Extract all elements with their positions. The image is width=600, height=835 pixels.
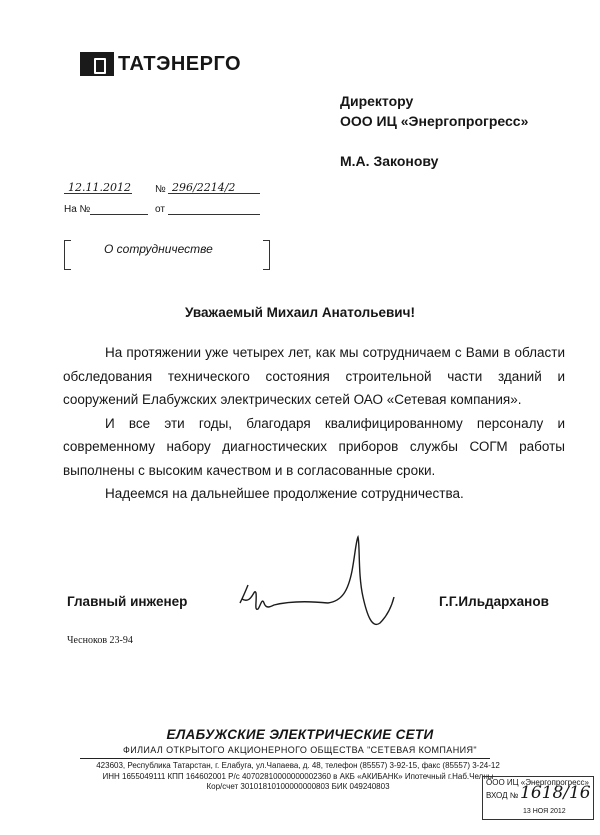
footer-address-line: Кор/счет 30101810100000000803 БИК 049240803 <box>206 782 390 791</box>
recipient-organization: ООО ИЦ «Энергопрогресс» <box>340 113 529 129</box>
stamp-incoming-number: 1618/16 <box>520 783 591 803</box>
letter-body <box>63 341 565 506</box>
reference-number-label: На № <box>64 204 91 215</box>
outgoing-number-label: № <box>155 184 166 195</box>
body-paragraph: И все эти годы, благодаря квалифицированному персоналу и современному набору диагностических приборов службы СОГМ работы выполнены с высоким качеством и в согласованные сроки. <box>63 415 565 478</box>
footer-address <box>68 761 528 793</box>
greeting: Уважаемый Михаил Анатольевич! <box>185 305 415 320</box>
outgoing-number: 296/2214/2 <box>172 181 236 194</box>
recipient-block <box>340 91 528 171</box>
handwritten-signature <box>230 535 430 635</box>
reference-date-underline <box>168 214 260 215</box>
executor-note: Чесноков 23-94 <box>67 635 133 646</box>
letter-subject: О сотрудничестве <box>104 242 213 256</box>
signatory-title: Главный инженер <box>67 594 188 609</box>
company-name: ТАТЭНЕРГО <box>118 52 242 75</box>
company-logo <box>80 52 241 76</box>
body-paragraph: Надеемся на дальнейшее продолжение сотрудничества. <box>105 486 464 501</box>
footer-divider <box>80 758 490 759</box>
footer-branch: ФИЛИАЛ ОТКРЫТОГО АКЦИОНЕРНОГО ОБЩЕСТВА "СЕТЕВАЯ КОМПАНИЯ" <box>123 745 477 755</box>
date-underline <box>64 193 132 194</box>
signatory-name: Г.Г.Ильдарханов <box>439 594 549 609</box>
recipient-name: М.А. Законову <box>340 153 439 169</box>
recipient-position: Директору <box>340 93 414 109</box>
footer-address-line: 423603, Республика Татарстан, г. Елабуга, ул.Чапаева, д. 48, телефон (85557) 3-92-15, факс (85557) 3-24-12 <box>96 761 500 770</box>
reference-number-underline <box>90 214 148 215</box>
tatenergo-flag-icon <box>80 52 114 76</box>
footer-address-line: ИНН 1655049111 КПП 164602001 Р/с 40702810000000002360 в АКБ «АКИБАНК» Ипотечный г.Наб.Челны <box>102 771 494 781</box>
footer-organization: ЕЛАБУЖСКИЕ ЭЛЕКТРИЧЕСКИЕ СЕТИ <box>166 727 434 742</box>
stamp-date: 13 НОЯ 2012 <box>523 808 566 815</box>
body-paragraph: На протяжении уже четырех лет, как мы сотрудничаем с Вами в области обследования технического состояния строительной части зданий и сооружений Елабужских электрических сетей ОАО «Сетевая компания». <box>63 345 565 407</box>
outgoing-date: 12.11.2012 <box>68 181 131 194</box>
stamp-incoming-label: ВХОД № <box>486 791 519 800</box>
reference-date-label: от <box>155 204 165 215</box>
incoming-stamp <box>482 776 594 820</box>
number-underline <box>168 193 260 194</box>
stamp-organization: ООО ИЦ «Энергопрогресс» <box>486 778 589 787</box>
